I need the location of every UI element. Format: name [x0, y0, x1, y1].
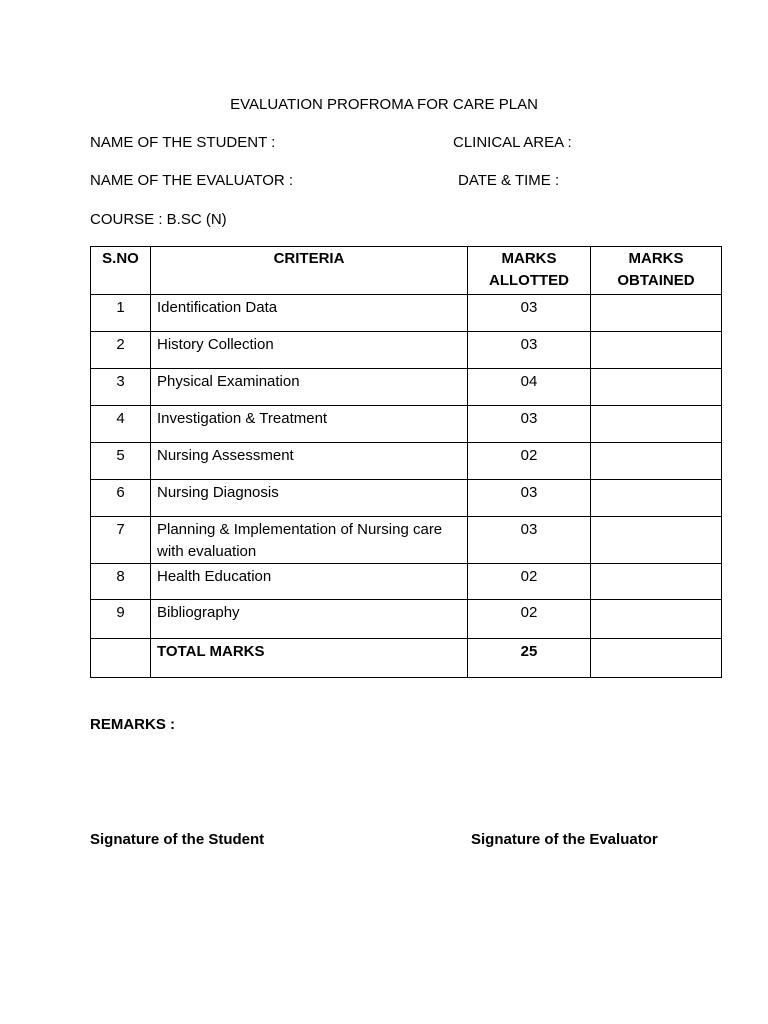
row-sno: 7: [91, 517, 151, 564]
header-sno: S.NO: [91, 247, 151, 295]
header-marks-allotted-line1: MARKS: [501, 250, 557, 267]
header-marks-obtained-line1: MARKS: [628, 250, 684, 267]
row-sno: 4: [91, 406, 151, 443]
row-marks-allotted: 03: [468, 406, 591, 443]
total-marks-obtained[interactable]: [591, 639, 722, 678]
evaluator-signature-label: Signature of the Evaluator: [471, 831, 658, 848]
row-sno: 3: [91, 369, 151, 406]
row-sno: 1: [91, 295, 151, 332]
header-marks-allotted: [468, 247, 591, 295]
row-sno: 5: [91, 443, 151, 480]
row-sno: 2: [91, 332, 151, 369]
total-marks-allotted: 25: [468, 639, 591, 678]
row-criteria: Planning & Implementation of Nursing care with evaluation: [151, 517, 468, 564]
row-sno: 8: [91, 564, 151, 600]
row-marks-obtained[interactable]: [591, 564, 722, 600]
row-criteria: Investigation & Treatment: [151, 406, 468, 443]
row-criteria: Bibliography: [151, 600, 468, 639]
row-marks-obtained[interactable]: [591, 600, 722, 639]
header-marks-allotted-line2: ALLOTTED: [489, 272, 569, 289]
row-marks-allotted: 03: [468, 295, 591, 332]
row-criteria: Health Education: [151, 564, 468, 600]
row-marks-obtained[interactable]: [591, 480, 722, 517]
table-header-row: [91, 247, 722, 295]
header-marks-obtained: [591, 247, 722, 295]
row-criteria: Identification Data: [151, 295, 468, 332]
table-total-row: [91, 639, 722, 678]
row-sno: 6: [91, 480, 151, 517]
row-marks-allotted: 02: [468, 600, 591, 639]
table-row: [91, 369, 722, 406]
page-title: EVALUATION PROFROMA FOR CARE PLAN: [230, 96, 538, 113]
row-marks-obtained[interactable]: [591, 517, 722, 564]
table-row: [91, 295, 722, 332]
row-criteria: Nursing Assessment: [151, 443, 468, 480]
row-marks-allotted: 03: [468, 480, 591, 517]
header-marks-obtained-line2: OBTAINED: [617, 272, 695, 289]
clinical-area-label: CLINICAL AREA :: [453, 134, 572, 151]
evaluator-name-label: NAME OF THE EVALUATOR :: [90, 172, 294, 189]
header-criteria: CRITERIA: [151, 247, 468, 295]
row-marks-obtained[interactable]: [591, 443, 722, 480]
row-marks-allotted: 02: [468, 443, 591, 480]
row-marks-allotted: 02: [468, 564, 591, 600]
row-marks-obtained[interactable]: [591, 406, 722, 443]
table-row: [91, 332, 722, 369]
row-criteria: Nursing Diagnosis: [151, 480, 468, 517]
row-marks-allotted: 03: [468, 332, 591, 369]
row-marks-obtained[interactable]: [591, 369, 722, 406]
table-row: [91, 480, 722, 517]
table-row: [91, 443, 722, 480]
row-criteria: History Collection: [151, 332, 468, 369]
row-marks-obtained[interactable]: [591, 332, 722, 369]
table-row: [91, 406, 722, 443]
total-label: TOTAL MARKS: [151, 639, 468, 678]
table-row: [91, 600, 722, 639]
date-time-label: DATE & TIME :: [458, 172, 560, 189]
evaluation-table: [90, 246, 722, 678]
course-label: COURSE : B.SC (N): [90, 211, 227, 228]
table-row: [91, 564, 722, 600]
student-name-label: NAME OF THE STUDENT :: [90, 134, 276, 151]
total-sno-empty: [91, 639, 151, 678]
row-marks-obtained[interactable]: [591, 295, 722, 332]
student-signature-label: Signature of the Student: [90, 831, 265, 848]
row-marks-allotted: 04: [468, 369, 591, 406]
table-row: [91, 517, 722, 564]
row-criteria: Physical Examination: [151, 369, 468, 406]
remarks-label: REMARKS :: [90, 716, 175, 733]
row-sno: 9: [91, 600, 151, 639]
row-marks-allotted: 03: [468, 517, 591, 564]
